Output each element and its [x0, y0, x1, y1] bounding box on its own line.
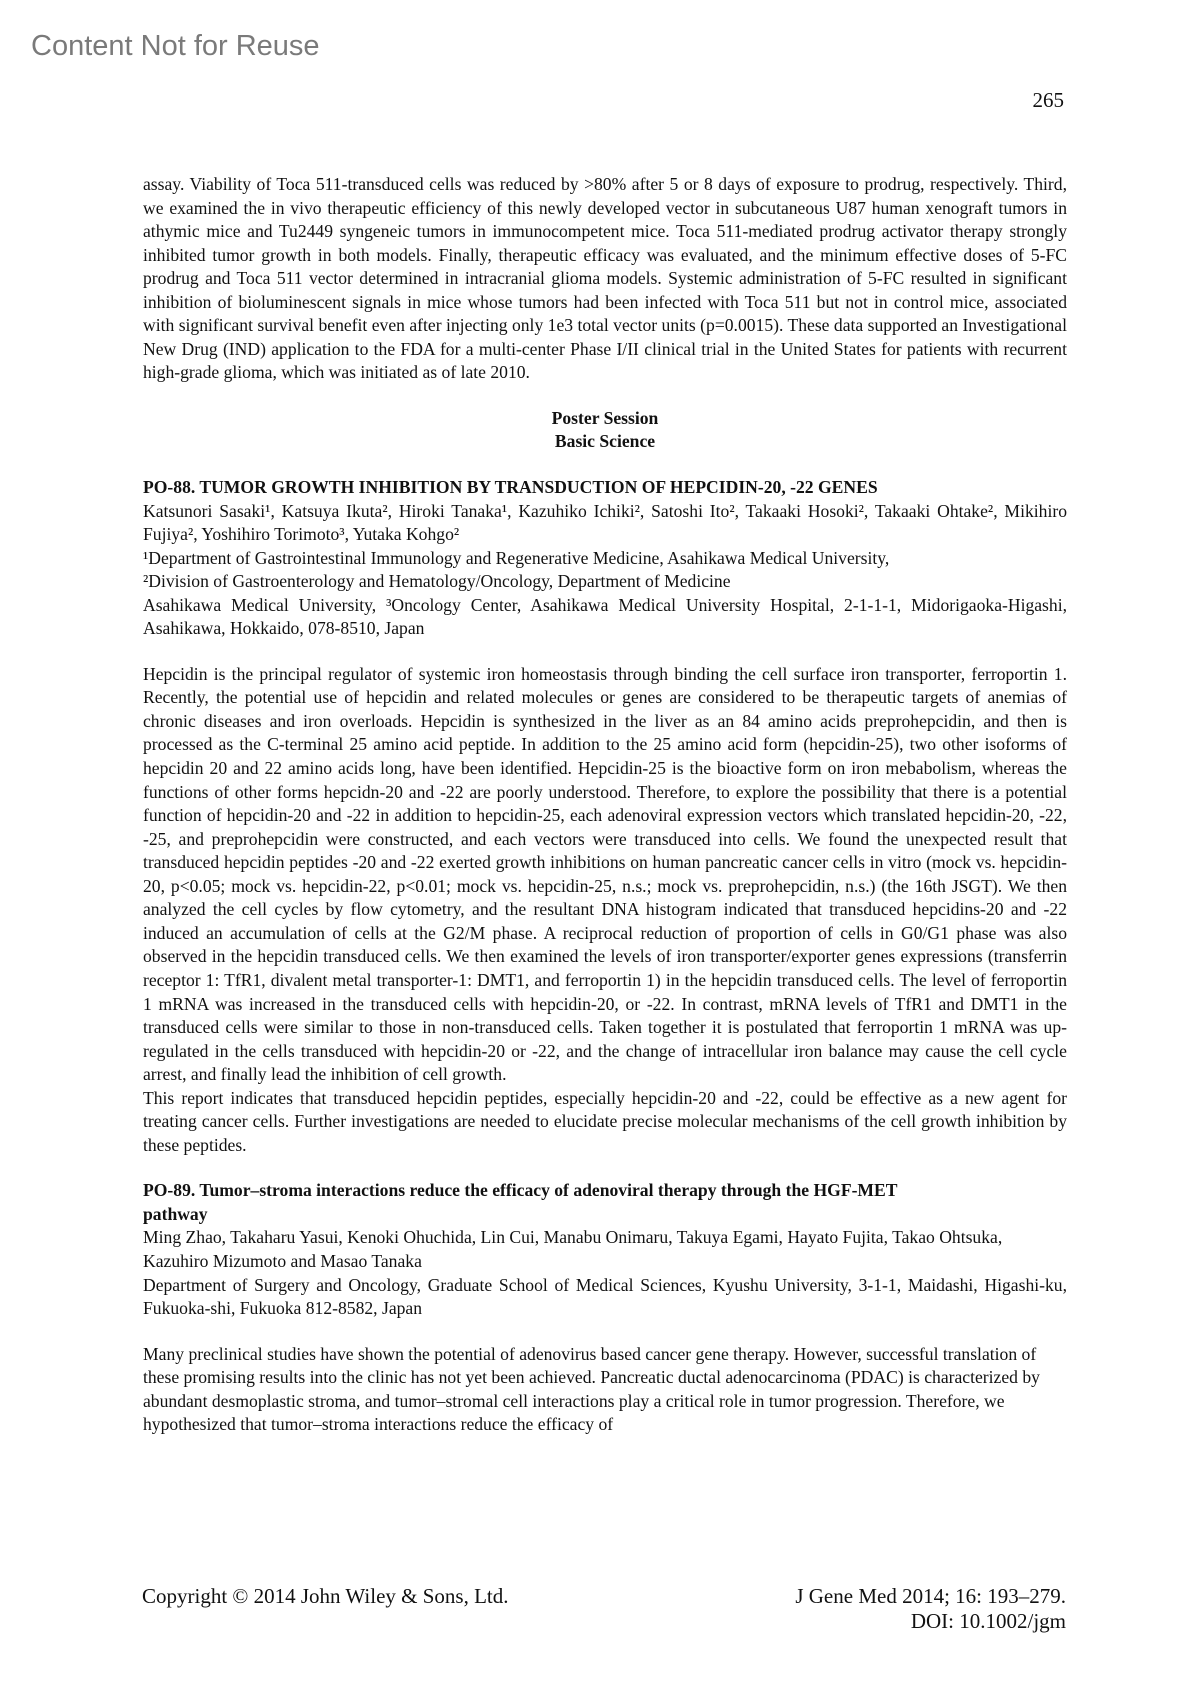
session-subheading: Basic Science — [554, 431, 656, 452]
po88-title: PO-88. TUMOR GROWTH INHIBITION BY TRANSDUCTION OF HEPCIDIN-20, -22 GENES — [143, 477, 878, 498]
po89-title: PO-89. Tumor–stroma interactions reduce the efficacy of adenoviral therapy through the HGF-MET pathway — [143, 1180, 898, 1224]
copyright: Copyright © 2014 John Wiley & Sons, Ltd. — [142, 1584, 509, 1608]
doi: DOI: 10.1002/jgm — [910, 1609, 1066, 1633]
po88-conclusion: This report indicates that transduced hepcidin peptides, especially hepcidin-20 and -22, could be effective as a new agent for treating cancer cells. Further investigations are needed to elucidate precise molecular mechanisms of the cell growth inhibition by these peptides. — [143, 1087, 1067, 1155]
po89-abstract: Many preclinical studies have shown the potential of adenovirus based cancer gene therapy. However, successful translation of these promising results into the clinic has not yet been achieved. Pancreatic ductal adenocarcinoma (PDAC) is characterized by abundant desmoplastic stroma, and tumor–stromal cell interactions play a critical role in tumor progression. Therefore, we hypothesized that tumor–stroma interactions reduce the efficacy of — [143, 1343, 1040, 1435]
po88-affiliation-1: ¹Department of Gastrointestinal Immunology and Regenerative Medicine, Asahikawa Medical University, — [143, 547, 890, 568]
watermark: Content Not for Reuse — [31, 30, 320, 62]
journal-citation — [795, 1584, 1066, 1634]
page-number: 265 — [1032, 88, 1064, 112]
po88-abstract: Hepcidin is the principal regulator of systemic iron homeostasis through binding the cell surface iron transporter, ferroportin 1. Recently, the potential use of hepcidin and related molecules or genes are considered to be therapeutic targets of anemias of chronic diseases and iron overloads. Hepcidin is synthesized in the liver as an 84 amino acids preprohepcidin, and then is processed as the C-terminal 25 amino acid peptide. In addition to the 25 amino acid form (hepcidin-25), two other isoforms of hepcidin 20 and 22 amino acids long, have been identified. Hepcidin-25 is the bioactive form on iron mebabolism, whereas the functions of other forms hepcidn-20 and -22 are poorly understood. Therefore, to explore the possibility that there is a potential function of hepcidin-20 and -22 in addition to hepcidin-25, each adenoviral expression vectors which translated hepcidin-20, -22, -25, and preprohepcidin were constructed, and each vectors were transduced into cells. We found the unexpected result that transduced hepcidin peptides -20 and -22 exerted growth inhibitions on human pancreatic cancer cells in vitro (mock vs. hepcidin-20, p<0.05; mock vs. hepcidin-22, p<0.01; mock vs. hepcidin-25, n.s.; mock vs. preprohepcidin, n.s.) (the 16th JSGT). We then analyzed the cell cycles by flow cytometry, and the resultant DNA histogram indicated that transduced hepcidins-20 and -22 induced an accumulation of cells at the G2/M phase. A reciprocal reduction of proportion of cells in G0/G1 phase was also observed in the hepcidin transduced cells. We then examined the levels of iron transporter/exporter genes expressions (transferrin receptor 1: TfR1, divalent metal transporter-1: DMT1, and ferroportin 1) in the hepcidin transduced cells. The level of ferroportin 1 mRNA was increased in the transduced cells with hepcidin-20, or -22. In contrast, mRNA levels of TfR1 and DMT1 in the transduced cells were similar to those in non-transduced cells. Taken together it is postulated that ferroportin 1 mRNA was up-regulated in the cells transduced with hepcidin-20 or -22, and the change of intracellular iron balance may cause the cell cycle arrest, and finally lead the inhibition of cell growth. — [143, 663, 1067, 1085]
po89-authors: Ming Zhao, Takaharu Yasui, Kenoki Ohuchida, Lin Cui, Manabu Onimaru, Takuya Egami, Hayato Fujita, Takao Ohtsuka, Kazuhiro Mizumoto and Masao Tanaka — [143, 1227, 1003, 1271]
po88-affiliation-2: ²Division of Gastroenterology and Hematology/Oncology, Department of Medicine — [143, 571, 731, 592]
po88-authors: Katsunori Sasaki¹, Katsuya Ikuta², Hiroki Tanaka¹, Kazuhiko Ichiki², Satoshi Ito², Takaaki Hosoki², Takaaki Ohtake², Mikihiro Fujiya², Yoshihiro Torimoto³, Yutaka Kohgo² — [143, 500, 1067, 545]
journal-reference: J Gene Med 2014; 16: 193–279. — [795, 1584, 1066, 1608]
continuation-paragraph: assay. Viability of Toca 511-transduced cells was reduced by >80% after 5 or 8 days of exposure to prodrug, respectively. Third, we examined the in vivo therapeutic efficiency of this newly developed vector in subcutaneous U87 human xenograft tumors in athymic mice and Tu2449 syngeneic tumors in immunocompetent mice. Toca 511-mediated prodrug activator therapy strongly inhibited tumor growth in both models. Finally, therapeutic efficacy was evaluated, and the minimum effective doses of 5-FC prodrug and Toca 511 vector determined in intracranial glioma models. Systemic administration of 5-FC resulted in significant inhibition of bioluminescent signals in mice whose tumors had been infected with Toca 511 but not in control mice, associated with significant survival benefit even after injecting only 1e3 total vector units (p=0.0015). These data supported an Investigational New Drug (IND) application to the FDA for a multi-center Phase I/II clinical trial in the United States for patients with recurrent high-grade glioma, which was initiated as of late 2010. — [143, 174, 1067, 383]
session-heading: Poster Session — [551, 407, 659, 428]
po89-affiliation: Department of Surgery and Oncology, Graduate School of Medical Sciences, Kyushu University, 3-1-1, Maidashi, Higashi-ku, Fukuoka-shi, Fukuoka 812-8582, Japan — [143, 1274, 1067, 1319]
po88-affiliation-3: Asahikawa Medical University, ³Oncology Center, Asahikawa Medical University Hospital, 2-1-1-1, Midorigaoka-Higashi, Asahikawa, Hokkaido, 078-8510, Japan — [143, 594, 1067, 639]
page-body — [143, 173, 1067, 1437]
